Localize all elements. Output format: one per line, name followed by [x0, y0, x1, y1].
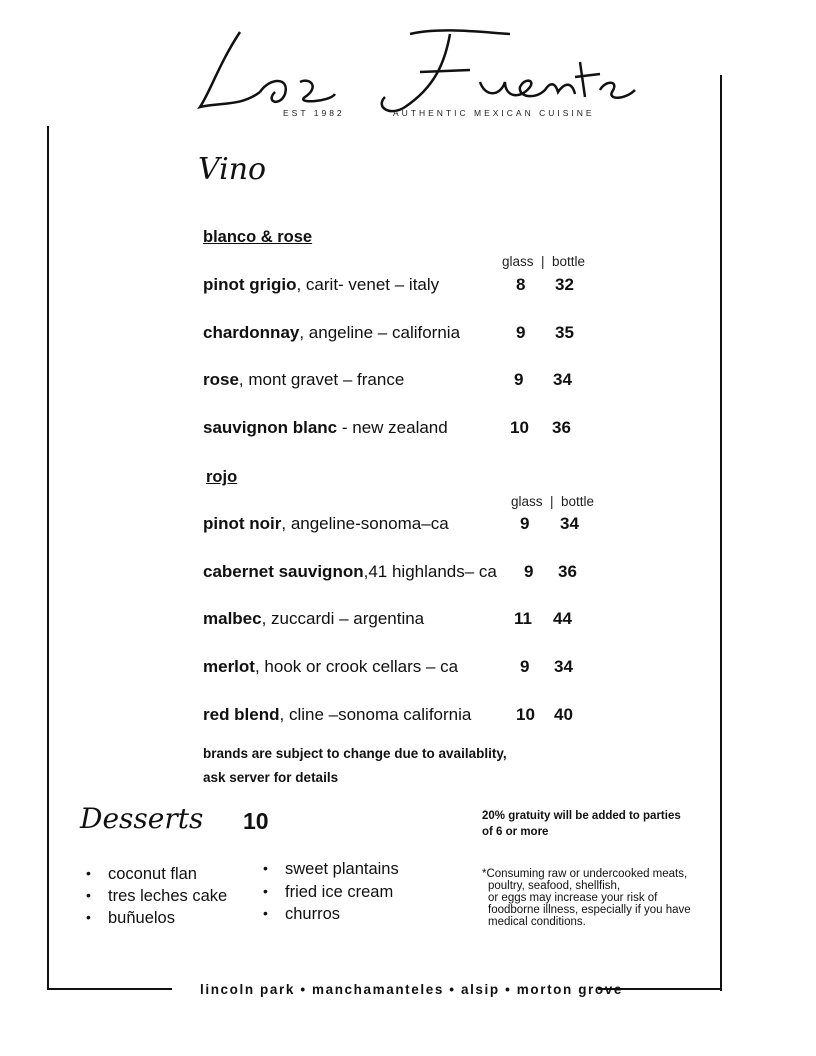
- wine-item-rose: rose, mont gravet – france: [203, 370, 405, 389]
- frame-right-line: [720, 75, 722, 991]
- price-bottle: 40: [554, 705, 573, 724]
- price-glass: 9: [516, 323, 526, 342]
- bullet-icon: •: [86, 887, 91, 903]
- rojo-heading: rojo: [206, 468, 238, 486]
- price-bottle: 34: [560, 514, 579, 533]
- price-glass: 10: [516, 705, 535, 724]
- disclaimer-line2: poultry, seafood, shellfish,: [488, 880, 621, 892]
- desserts-title: Desserts: [80, 802, 204, 835]
- price-glass: 9: [514, 370, 524, 389]
- bullet-icon: •: [263, 883, 268, 899]
- price-bottle: 36: [552, 418, 571, 437]
- wine-item-pinot-noir: pinot noir, angeline-sonoma–ca: [203, 514, 449, 533]
- blanco-heading: blanco & rose: [203, 228, 313, 246]
- wine-section-title: Vino: [198, 152, 267, 187]
- frame-bottom-left-line: [47, 988, 172, 990]
- price-glass: 11: [514, 609, 532, 628]
- wine-item-pinot-grigio: pinot grigio, carit- venet – italy: [203, 275, 440, 294]
- wine-item-sauvignon-blanc: sauvignon blanc - new zealand: [203, 418, 448, 437]
- price-bottle: 35: [555, 323, 574, 342]
- blanco-column-headers: glass | bottle: [502, 254, 586, 269]
- disclaimer-line1: *Consuming raw or undercooked meats,: [482, 868, 688, 880]
- frame-left-line: [47, 126, 49, 990]
- dessert-item: • sweet plantains: [263, 860, 399, 878]
- price-bottle: 34: [554, 657, 573, 676]
- wine-item-cabernet-sauvignon: cabernet sauvignon,41 highlands– ca: [203, 562, 497, 581]
- est-label: EST 1982: [283, 108, 345, 118]
- gratuity-note-line1: 20% gratuity will be added to parties: [482, 810, 681, 822]
- price-glass: 8: [516, 275, 526, 294]
- price-glass: 9: [520, 514, 530, 533]
- brand-logo: [180, 22, 640, 122]
- dessert-item: • buñuelos: [86, 909, 175, 927]
- bullet-icon: •: [86, 865, 91, 881]
- desserts-price: 10: [243, 808, 269, 834]
- bullet-icon: •: [263, 860, 268, 876]
- logo-script-graphic: [180, 22, 640, 122]
- disclaimer-line3: or eggs may increase your risk of: [488, 892, 658, 904]
- price-glass: 10: [510, 418, 529, 437]
- dessert-item: • churros: [263, 905, 341, 923]
- availability-note-line2: ask server for details: [203, 770, 339, 785]
- price-glass: 9: [524, 562, 534, 581]
- dessert-item: • tres leches cake: [86, 887, 228, 905]
- availability-note-line1: brands are subject to change due to availablity,: [203, 746, 507, 761]
- locations-footer: lincoln park • manchamanteles • alsip • morton grove: [200, 982, 623, 997]
- price-bottle: 36: [558, 562, 577, 581]
- tagline: AUTHENTIC MEXICAN CUISINE: [393, 108, 595, 118]
- gratuity-note-line2: of 6 or more: [482, 826, 549, 838]
- disclaimer-line5: medical conditions.: [488, 916, 586, 928]
- disclaimer-line4: foodborne illness, especially if you have: [488, 904, 691, 916]
- wine-item-malbec: malbec, zuccardi – argentina: [203, 609, 425, 628]
- dessert-item: • fried ice cream: [263, 883, 394, 901]
- price-bottle: 34: [553, 370, 572, 389]
- bullet-icon: •: [263, 905, 268, 921]
- price-bottle: 44: [553, 609, 572, 628]
- price-glass: 9: [520, 657, 530, 676]
- wine-item-chardonnay: chardonnay, angeline – california: [203, 323, 461, 342]
- rojo-column-headers: glass | bottle: [511, 494, 595, 509]
- price-bottle: 32: [555, 275, 574, 294]
- dessert-item: • coconut flan: [86, 865, 197, 883]
- bullet-icon: •: [86, 909, 91, 925]
- logo-wordmark-text: [180, 22, 181, 23]
- wine-item-merlot: merlot, hook or crook cellars – ca: [203, 657, 459, 676]
- wine-item-red-blend: red blend, cline –sonoma california: [203, 705, 472, 724]
